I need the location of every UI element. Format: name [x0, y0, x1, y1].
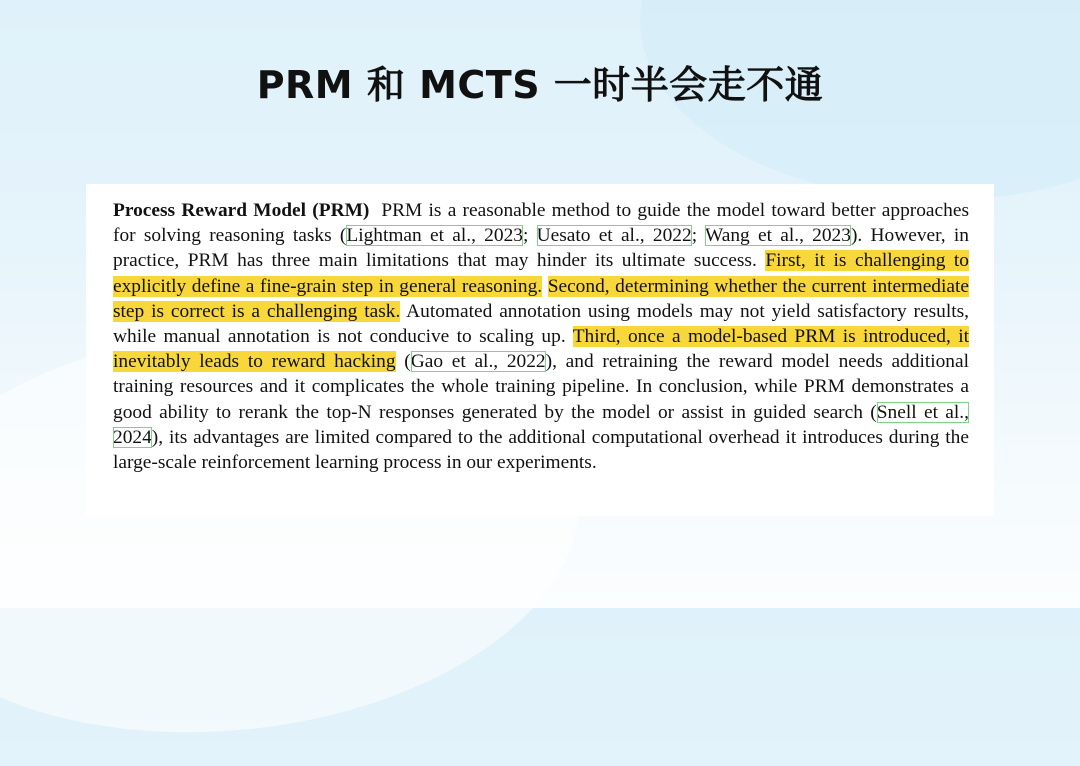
- text-run: ). However, in practice, PRM has three main limitations that may hinder its ultimate success.: [113, 225, 969, 272]
- citation-gao[interactable]: Gao et al., 2022: [410, 351, 546, 373]
- text-run: Automated annotation using models may not yield satisfactory results, while manual annotation is not conducive to scaling up.: [113, 300, 970, 348]
- text-run: ), and retraining the reward model needs additional training resources and it complicates the whole training pipeline. In conclusion, while PRM demonstrates a good ability to rerank the top-N responses generated by the model or assist in guided search (: [113, 351, 969, 423]
- paper-excerpt-paragraph: [113, 198, 969, 475]
- citation-snell[interactable]: Snell et al., 2024: [113, 401, 969, 448]
- slide-title: PRM 和 MCTS 一时半会走不通: [256, 63, 824, 107]
- text-run: (: [395, 351, 411, 373]
- paragraph-lead-heading: Process Reward Model (PRM): [113, 200, 370, 221]
- text-run: PRM is a reasonable method to guide the model toward better approaches for solving reasoning tasks (: [113, 200, 969, 247]
- citation-uesato[interactable]: Uesato et al., 2022: [536, 225, 692, 247]
- citation-wang[interactable]: Wang et al., 2023: [704, 225, 851, 247]
- citation-separator: ;: [691, 225, 705, 247]
- citation-lightman[interactable]: Lightman et al., 2023: [346, 225, 523, 247]
- citation-separator: ;: [522, 225, 537, 247]
- text-run: ), its advantages are limited compared to the additional computational overhead it introduces during the large-scale reinforcement learning process in our experiments.: [113, 426, 969, 474]
- highlight-third-limitation: Third, once a model-based PRM is introduced, it inevitably leads to reward hacking: [113, 326, 969, 373]
- highlight-first-limitation: First, it is challenging to explicitly define a fine-grain step in general reasoning.: [113, 250, 969, 297]
- highlight-second-limitation: Second, determining whether the current intermediate step is correct is a challenging task.: [113, 275, 969, 322]
- paper-excerpt-card: [86, 184, 994, 516]
- text-run: [542, 276, 548, 297]
